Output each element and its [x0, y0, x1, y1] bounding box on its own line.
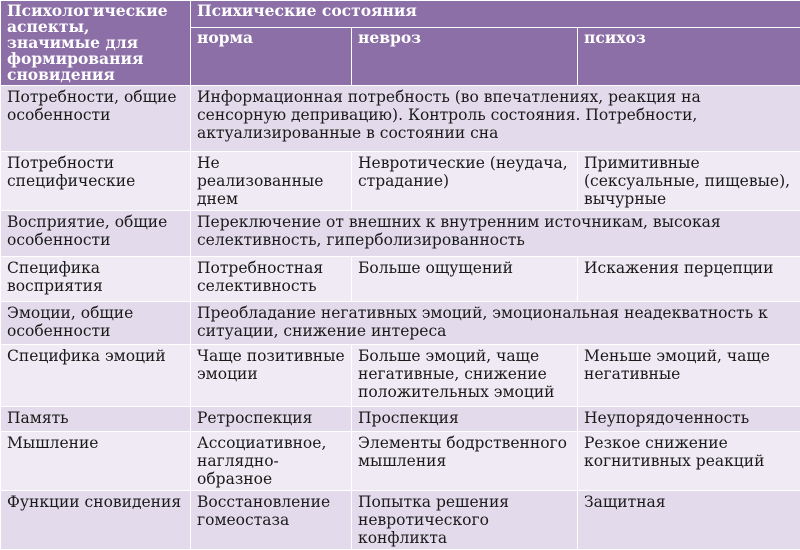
cell-neurosis: Попытка решения невротического конфликта — [352, 491, 578, 550]
table-row — [1, 211, 800, 257]
merged-cell: Информационная потребность (во впечатлениях, реакция на сенсорную депривацию). Контроль состояния. Потребности, актуализированные в состоянии сна — [191, 86, 800, 152]
row-aspect: Восприятие, общие особенности — [1, 211, 191, 257]
cell-norm: Чаще позитивные эмоции — [191, 345, 352, 407]
corner-header: Психологические аспекты, значимые для формирования сновидения — [1, 1, 191, 86]
group-header: Психические состояния — [191, 1, 800, 28]
cell-psychosis: Меньше эмоций, чаще негативные — [578, 345, 800, 407]
row-aspect: Эмоции, общие особенности — [1, 302, 191, 345]
table-row — [1, 407, 800, 432]
cell-neurosis: Больше эмоций, чаще негативные, снижение положительных эмоций — [352, 345, 578, 407]
cell-psychosis: Неупорядоченность — [578, 407, 800, 432]
table-row — [1, 257, 800, 302]
column-header-psychosis: психоз — [578, 27, 800, 85]
row-aspect: Мышление — [1, 432, 191, 491]
cell-neurosis: Элементы бодрственного мышления — [352, 432, 578, 491]
cell-norm: Потребностная селективность — [191, 257, 352, 302]
cell-norm: Ретроспекция — [191, 407, 352, 432]
table-row — [1, 491, 800, 550]
row-aspect: Функции сновидения — [1, 491, 191, 550]
cell-psychosis: Примитивные (сексуальные, пищевые), вычурные — [578, 152, 800, 211]
cell-neurosis: Проспекция — [352, 407, 578, 432]
cell-neurosis: Больше ощущений — [352, 257, 578, 302]
table-row — [1, 432, 800, 491]
cell-norm: Восстановление гомеостаза — [191, 491, 352, 550]
column-header-norm: норма — [191, 27, 352, 85]
cell-psychosis: Искажения перцепции — [578, 257, 800, 302]
cell-neurosis: Невротические (неудача, страдание) — [352, 152, 578, 211]
row-aspect: Специфика восприятия — [1, 257, 191, 302]
column-header-neurosis: невроз — [352, 27, 578, 85]
row-aspect: Память — [1, 407, 191, 432]
table-row — [1, 152, 800, 211]
row-aspect: Потребности, общие особенности — [1, 86, 191, 152]
row-aspect: Специфика эмоций — [1, 345, 191, 407]
merged-cell: Преобладание негативных эмоций, эмоциональная неадекватность к ситуации, снижение интереса — [191, 302, 800, 345]
cell-norm: Не реализованные днем — [191, 152, 352, 211]
table-row — [1, 86, 800, 152]
cell-norm: Ассоциативное, наглядно-образное — [191, 432, 352, 491]
cell-psychosis: Резкое снижение когнитивных реакций — [578, 432, 800, 491]
row-aspect: Потребности специфические — [1, 152, 191, 211]
cell-psychosis: Защитная — [578, 491, 800, 550]
table-row — [1, 302, 800, 345]
table-row — [1, 345, 800, 407]
merged-cell: Переключение от внешних к внутренним источникам, высокая селективность, гиперболизированность — [191, 211, 800, 257]
